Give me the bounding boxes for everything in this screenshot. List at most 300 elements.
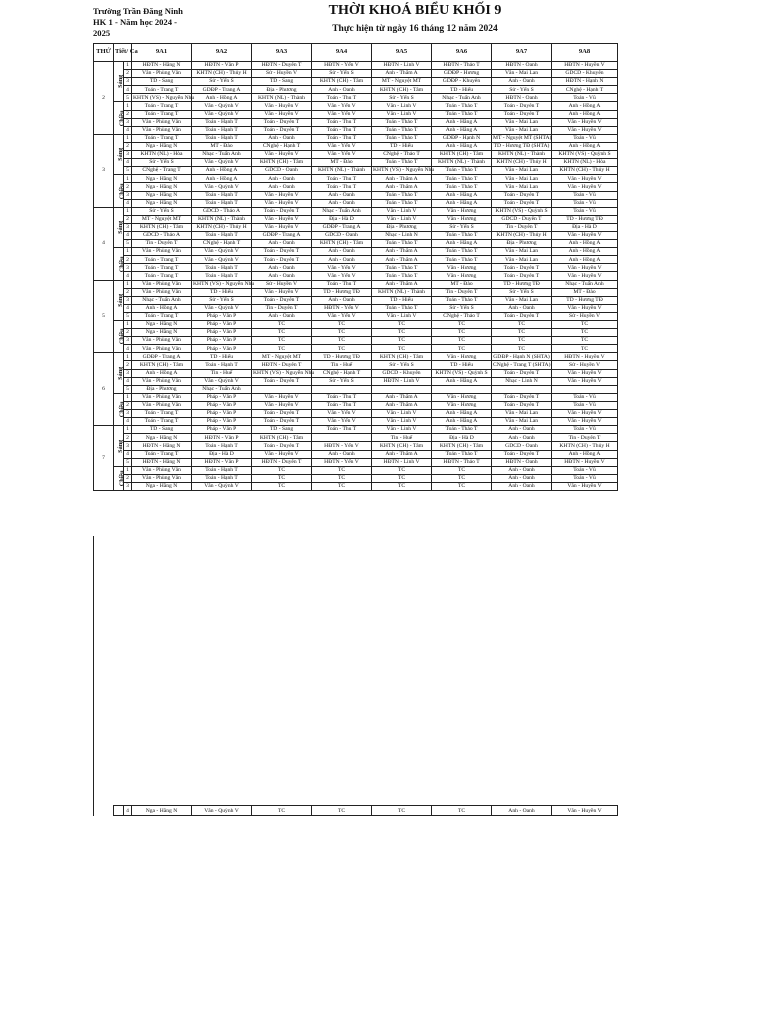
lesson-cell: Tin - Duyên T [252,304,312,312]
lesson-cell: TD - Hiếu [372,296,432,304]
lesson-cell: Văn - Quỳnh V [192,377,252,385]
lesson-cell: TC [312,474,372,482]
lesson-cell: Anh - Oanh [492,78,552,86]
lesson-cell: HĐTN - Hằng N [132,458,192,466]
lesson-cell: Văn - Yến V [312,410,372,418]
lesson-cell: MT - Nguyệt MT [372,78,432,86]
lesson-cell: TD - Hiếu [372,142,432,150]
lesson-cell: TD - Hương TĐ (SHTA) [492,142,552,150]
lesson-cell: Toán - Hạnh T [192,191,252,199]
lesson-cell: GDĐP - Hạnh N (SHTA) [493,353,550,360]
timetable-body [94,62,618,491]
lesson-cell: Toán - Duyên T [252,248,312,256]
lesson-cell: Văn - Mai Lan [492,418,552,426]
lesson-cell: Văn - Yến V [312,151,372,159]
lesson-cell: GDCD - Oanh [312,231,372,239]
lesson-cell: Toán - Thảo T [372,134,432,142]
timetable-row [94,418,618,426]
lesson-cell: TC [252,329,312,337]
lesson-cell: Toán - Thu T [312,175,372,183]
timetable-row [94,345,618,353]
lesson-cell: Văn - Huyền V [252,450,312,458]
period-cell: 4 [124,345,132,353]
period-cell: 3 [124,482,132,490]
lesson-cell: Sử - Yến S [132,159,192,167]
lesson-cell: Anh - Thắm A [372,175,432,183]
lesson-cell: TC [492,321,552,329]
lesson-cell: GDCD - Thảo A [192,207,252,215]
lesson-cell: Toán - Hạnh T [192,231,252,239]
timetable-row [94,231,618,239]
lesson-cell: Anh - Oanh [312,199,372,207]
lesson-cell: Nhạc - Tuấn Anh [192,385,252,393]
lesson-cell: Pháp - Vân P [192,410,252,418]
lesson-cell: Sử - Huyền V [252,70,312,78]
lesson-cell: Văn - Linh V [372,410,432,418]
lesson-cell: Anh - Thắm A [372,183,432,191]
lesson-cell: Anh - Thắm A [372,450,432,458]
session-cell [114,134,124,174]
lesson-cell: HĐTN - Oanh [492,62,552,70]
lesson-cell: Văn - Huyền V [552,126,618,134]
lesson-cell: KHTN (CH) - Tâm [432,442,492,450]
lesson-cell: TD - Hiếu [192,353,252,361]
lesson-cell: Nga - Hằng N [132,321,192,329]
session-cell [114,353,124,393]
lesson-cell: KHTN (NL) - Thành [312,167,372,175]
lesson-cell: Văn - Hương [432,264,492,272]
lesson-cell: Anh - Hồng A [552,240,618,248]
period-cell: 2 [124,474,132,482]
session-cell [114,280,124,320]
lesson-cell: Văn - Huyền V [252,288,312,296]
lesson-cell: TC [252,345,312,353]
day-column-header: THỨ [94,44,114,62]
lesson-cell: Toán - Vũ [552,134,618,142]
period-cell: 5 [124,312,132,320]
lesson-cell: Nhạc - Tuấn Anh [312,207,372,215]
lesson-cell: Toán - Trang T [132,450,192,458]
lesson-cell: Anh - Oanh [312,86,372,94]
lesson-cell: CNghệ - Hạnh T [252,142,312,150]
lesson-cell: TC [552,329,618,337]
lesson-cell: Anh - Hồng A [552,102,618,110]
lesson-cell: KHTN (CH) - Tâm [372,442,432,450]
lesson-cell: Văn - Phùng Vân [132,466,192,474]
lesson-cell: TD - Hiếu [432,361,492,369]
timetable-row [94,474,618,482]
period-cell: 3 [124,337,132,345]
period-cell: 2 [124,215,132,223]
lesson-cell: TC [312,329,372,337]
lesson-cell: MT - Đào [312,159,372,167]
lesson-cell: Anh - Hồng A [192,175,252,183]
lesson-cell: Toán - Duyên T [492,401,552,409]
lesson-cell: KHTN (CH) - Thủy H [492,231,552,239]
lesson-cell: MT - Nguyệt MT (SHTA) [493,135,552,142]
lesson-cell: Nga - Hằng N [132,142,192,150]
lesson-cell: Nhạc - Tuấn Anh [552,280,618,288]
lesson-cell: Toán - Thảo T [432,296,492,304]
period-cell: 2 [124,401,132,409]
lesson-cell: TC [252,466,312,474]
lesson-cell: Anh - Hằng A [432,126,492,134]
lesson-cell: Tin - Duyên T [492,223,552,231]
lesson-cell: Toán - Trang T [132,102,192,110]
lesson-cell: Văn - Yến V [312,418,372,426]
lesson-cell: Văn - Hương [432,393,492,401]
lesson-cell: Văn - Huyền V [252,401,312,409]
class-header: 9A3 [252,44,312,62]
lesson-cell: TD - Hương TĐ [312,353,372,361]
lesson-cell: HĐTN - Hạnh N [552,78,618,86]
period-cell: 4 [124,418,132,426]
lesson-cell: Nhạc - Tuấn Anh [432,94,492,102]
lesson-cell: Toán - Hạnh T [192,199,252,207]
period-cell: 3 [124,223,132,231]
footer-session-cell [114,806,124,816]
period-cell: 1 [124,280,132,288]
lesson-cell: Tin - Huế [192,369,252,377]
lesson-cell: Sử - Yến S [432,223,492,231]
lesson-cell: KHTN (VS) - Nguyễn Nhu [193,280,255,287]
lesson-cell: KHTN (VS) - Quỳnh S [552,151,618,159]
session-label: Chiều [118,255,126,272]
lesson-cell: KHTN (CH) - Thủy H [552,167,618,175]
lesson-cell: Toán - Duyên T [492,312,552,320]
lesson-cell: Toán - Hạnh T [192,118,252,126]
school-header [93,6,243,39]
period-cell: 5 [124,240,132,248]
lesson-cell: Anh - Oanh [252,272,312,280]
lesson-cell: Toán - Duyên T [252,256,312,264]
lesson-cell: Anh - Thắm A [372,393,432,401]
lesson-cell: TC [312,321,372,329]
lesson-cell: Văn - Mai Lan [492,296,552,304]
lesson-cell: Toán - Trang T [132,410,192,418]
timetable-row [94,329,618,337]
lesson-cell: TC [432,321,492,329]
lesson-cell: Toán - Trang T [132,256,192,264]
lesson-cell: MT - Nguyệt MT [252,353,312,361]
lesson-cell: Nga - Hằng N [132,806,192,816]
lesson-cell: Nga - Hằng N [132,482,192,490]
lesson-cell: Văn - Mai Lan [492,126,552,134]
lesson-cell: GDĐP - Khuyên [432,78,492,86]
lesson-cell: TC [432,474,492,482]
session-label: Chiều [118,183,126,199]
lesson-cell: CNghệ - Trang T [132,167,192,175]
lesson-cell: TD - Hiếu [192,288,252,296]
lesson-cell: Toán - Hạnh T [192,442,252,450]
lesson-cell: Anh - Hằng A [432,142,492,150]
lesson-cell: Văn - Linh V [372,418,432,426]
day-cell: 5 [94,280,114,353]
lesson-cell: Toán - Duyên T [252,296,312,304]
period-cell: 5 [124,167,132,175]
lesson-cell: Văn - Yến V [312,272,372,280]
lesson-cell: KHTN (NL) - Thành [372,288,432,296]
lesson-cell: MT - Đào [192,142,252,150]
lesson-cell: TC [372,321,432,329]
lesson-cell: CNghệ - Hạnh T [312,369,372,377]
timetable-row [94,401,618,409]
lesson-cell: Toán - Thảo T [372,240,432,248]
lesson-cell: TC [312,466,372,474]
lesson-cell: HĐTN - Yến V [312,304,372,312]
lesson-cell: Toán - Trang T [132,312,192,320]
period-cell: 2 [124,110,132,118]
lesson-cell: Anh - Hằng A [432,118,492,126]
lesson-cell: GDCD - Oanh [252,167,312,175]
lesson-cell: GDCD - Khuyên [372,369,432,377]
lesson-cell: Toán - Thảo T [372,304,432,312]
lesson-cell [312,434,372,442]
timetable-row [94,466,618,474]
lesson-cell: Anh - Oanh [492,434,552,442]
lesson-cell: Anh - Oanh [252,134,312,142]
timetable-row [94,450,618,458]
lesson-cell: Toán - Thu T [312,280,372,288]
period-cell: 1 [124,393,132,401]
lesson-cell: HĐTN - Yến V [312,62,372,70]
lesson-cell: KHTN (CH) - Tâm [252,434,312,442]
timetable-row [94,126,618,134]
lesson-cell: Sử - Yến S [492,86,552,94]
lesson-cell: Anh - Thắm A [372,401,432,409]
lesson-cell: Pháp - Vân P [192,321,252,329]
lesson-cell: Toán - Thảo T [432,102,492,110]
lesson-cell: Anh - Thắm A [372,280,432,288]
lesson-cell: Văn - Huyền V [552,482,618,490]
lesson-cell: KHTN (CH) - Tâm [372,353,432,361]
lesson-cell: Anh - Hồng A [552,110,618,118]
timetable-row [94,288,618,296]
lesson-cell: Tin - Duyên T [432,288,492,296]
lesson-cell: TD - Hương TĐ [552,215,618,223]
session-cell [114,321,124,353]
lesson-cell: Anh - Hằng A [432,418,492,426]
session-label: Sáng [117,439,125,453]
timetable-row [94,118,618,126]
lesson-cell: KHTN (NL) - Hòa [132,151,192,159]
period-cell: 3 [124,78,132,86]
lesson-cell: Toán - Duyên T [252,410,312,418]
lesson-cell: Nga - Hằng N [132,199,192,207]
lesson-cell: Văn - Huyền V [552,264,618,272]
lesson-cell: Sử - Yến S [192,296,252,304]
lesson-cell: TD - Sang [132,426,192,434]
lesson-cell: Văn - Phùng Vân [132,345,192,353]
lesson-cell: Sử - Yến S [192,78,252,86]
lesson-cell: Văn - Yến V [312,312,372,320]
timetable-row [94,264,618,272]
timetable-header-row [94,44,618,62]
lesson-cell: Văn - Hương [432,215,492,223]
lesson-cell: Pháp - Vân P [192,426,252,434]
lesson-cell: Văn - Yến V [312,102,372,110]
lesson-cell: Toán - Vũ [552,199,618,207]
lesson-cell: Anh - Oanh [312,248,372,256]
lesson-cell: Văn - Huyền V [552,806,618,816]
lesson-cell: Văn - Phùng Vân [132,248,192,256]
lesson-cell: Văn - Phùng Vân [132,126,192,134]
lesson-cell: Toán - Thu T [312,183,372,191]
lesson-cell: Văn - Phùng Vân [132,70,192,78]
period-cell: 2 [124,142,132,150]
lesson-cell: Toán - Thu T [312,118,372,126]
lesson-cell: HĐTN - Yến V [312,458,372,466]
lesson-cell: Toán - Vũ [552,466,618,474]
lesson-cell: HĐTN - Linh V [372,377,432,385]
lesson-cell: Văn - Linh V [372,207,432,215]
lesson-cell: Toán - Duyên T [492,199,552,207]
timetable-row [94,272,618,280]
period-cell: 1 [124,62,132,70]
period-cell: 4 [124,806,132,816]
period-cell: 4 [124,86,132,94]
timetable-row [94,337,618,345]
lesson-cell: Anh - Oanh [492,474,552,482]
lesson-cell: KHTN (CH) - Thủy H [192,70,252,78]
timetable-footer [93,805,618,816]
lesson-cell: KHTN (CH) - Tâm [252,159,312,167]
lesson-cell: TC [552,345,618,353]
timetable-row [94,62,618,70]
lesson-cell: TC [372,329,432,337]
lesson-cell: Pháp - Vân P [192,312,252,320]
lesson-cell: Văn - Quỳnh V [192,304,252,312]
lesson-cell: Văn - Mai Lan [492,410,552,418]
lesson-cell: Địa - Hà D [312,215,372,223]
lesson-cell: GDĐP - Hạnh N [432,134,492,142]
lesson-cell: Văn - Mai Lan [492,183,552,191]
table-left-border [93,536,94,806]
lesson-cell: Anh - Hằng A [432,191,492,199]
lesson-cell: Toán - Thảo T [432,256,492,264]
lesson-cell: Anh - Hằng A [432,377,492,385]
lesson-cell: Tin - Huế [372,434,432,442]
lesson-cell: TC [372,474,432,482]
lesson-cell: Sử - Yến S [432,304,492,312]
lesson-cell: Anh - Thắm A [372,70,432,78]
lesson-cell: Nga - Hằng N [132,434,192,442]
lesson-cell: Văn - Phùng Vân [132,280,192,288]
lesson-cell: Văn - Mai Lan [492,175,552,183]
lesson-cell: TC [432,345,492,353]
lesson-cell: CNghệ - Hạnh T [192,240,252,248]
lesson-cell: KHTN (CH) - Tâm [432,151,492,159]
lesson-cell: HĐTN - Thảo T [432,458,492,466]
lesson-cell: HĐTN - Duyên T [252,62,312,70]
timetable-row [94,353,618,361]
lesson-cell: TC [432,482,492,490]
lesson-cell: HĐTN - Oanh [492,458,552,466]
lesson-cell: TC [312,806,372,816]
lesson-cell: Văn - Phùng Vân [132,377,192,385]
period-cell: 1 [124,175,132,183]
lesson-cell: HĐTN - Linh V [372,62,432,70]
lesson-cell: Văn - Phùng Vân [132,337,192,345]
lesson-cell: HĐTN - Huyền V [552,458,618,466]
period-cell: 2 [124,70,132,78]
timetable-row [94,377,618,385]
lesson-cell: Pháp - Vân P [192,393,252,401]
lesson-cell: Toán - Hạnh T [192,126,252,134]
timetable-row [94,369,618,377]
lesson-cell: GDĐP - Hương [432,70,492,78]
lesson-cell: Địa - Phương [492,240,552,248]
lesson-cell: Toán - Trang T [132,272,192,280]
lesson-cell: Văn - Huyền V [252,223,312,231]
lesson-cell: TC [492,345,552,353]
lesson-cell: Anh - Hồng A [552,142,618,150]
lesson-cell: Toán - Vũ [552,94,618,102]
lesson-cell: TD - Hương TĐ [552,296,618,304]
lesson-cell: Văn - Hương [432,207,492,215]
lesson-cell: TC [372,337,432,345]
timetable-row [94,94,618,102]
lesson-cell: Pháp - Vân P [192,401,252,409]
lesson-cell: Địa - Hà D [192,450,252,458]
lesson-cell [432,385,492,393]
session-label: Sáng [117,366,125,380]
period-cell: 1 [124,102,132,110]
footer-day-cell [94,806,114,816]
lesson-cell: Văn - Mai Lan [492,118,552,126]
session-cell [114,426,124,466]
lesson-cell: TC [432,337,492,345]
lesson-cell: HĐTN - Vân P [192,458,252,466]
timetable-row [94,175,618,183]
session-cell [114,207,124,247]
lesson-cell: Nga - Hằng N [132,175,192,183]
lesson-cell: Văn - Huyền V [252,199,312,207]
lesson-cell: Toán - Trang T [132,86,192,94]
timetable-row [94,199,618,207]
lesson-cell: KHTN (NL) - Thành [252,94,312,102]
lesson-cell: Văn - Huyền V [552,410,618,418]
timetable-row [94,86,618,94]
lesson-cell: Văn - Phùng Vân [132,393,192,401]
lesson-cell: Toán - Thảo T [432,183,492,191]
lesson-cell: Văn - Linh V [372,312,432,320]
lesson-cell: TC [252,321,312,329]
period-cell: 2 [124,288,132,296]
lesson-cell: Văn - Quỳnh V [192,806,252,816]
lesson-cell: Văn - Huyền V [252,151,312,159]
lesson-cell: Anh - Oanh [252,240,312,248]
lesson-cell: Nhạc - Tuấn Anh [192,151,252,159]
period-cell: 1 [124,207,132,215]
class-header: 9A6 [432,44,492,62]
timetable-row [94,442,618,450]
session-cell [114,62,124,102]
lesson-cell [252,385,312,393]
period-cell: 4 [124,126,132,134]
lesson-cell: Sử - Huyền V [552,361,618,369]
lesson-cell: KHTN (CH) - Thủy H [492,159,552,167]
lesson-cell: TC [252,482,312,490]
lesson-cell: Toán - Hạnh T [192,264,252,272]
period-cell: 4 [124,272,132,280]
timetable-row [94,151,618,159]
lesson-cell: Toán - Thảo T [372,264,432,272]
lesson-cell: Văn - Huyền V [552,183,618,191]
lesson-cell: Toán - Thu T [312,94,372,102]
session-cell [114,466,124,490]
lesson-cell: Văn - Yến V [312,110,372,118]
